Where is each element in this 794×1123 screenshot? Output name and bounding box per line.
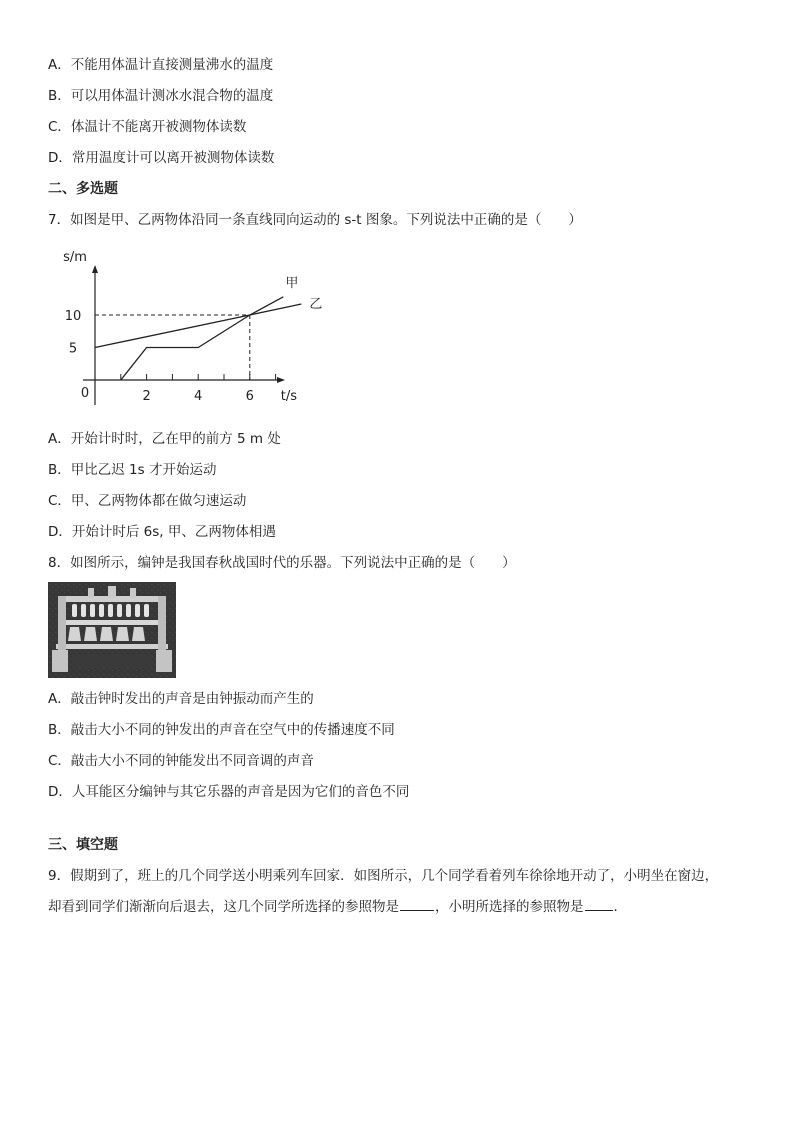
q6-option-b: B．可以用体温计测冰水混合物的温度 <box>48 88 274 104</box>
section-title-multiple-choice: 二、多选题 <box>48 181 118 197</box>
q7-option-d: D．开始计时后 6s, 甲、乙两物体相遇 <box>48 524 276 540</box>
x-axis-label: t/s <box>280 389 298 404</box>
q7-option-a: A．开始计时时，乙在甲的前方 5 m 处 <box>48 431 281 447</box>
q9-text-end: ． <box>613 899 627 915</box>
q9-text-a: 却看到同学们渐渐向后退去，这几个同学所选择的参照物是 <box>48 899 399 915</box>
x-tick-label: 4 <box>194 389 203 404</box>
q7-option-b: B．甲比乙迟 1s 才开始运动 <box>48 462 217 478</box>
x-axis-arrow <box>277 377 285 383</box>
q8-option-a: A．敲击钟时发出的声音是由钟振动而产生的 <box>48 691 314 707</box>
q9-line-1: 9．假期到了，班上的几个同学送小明乘列车回家．如图所示，几个同学看着列车徐徐地开动了，小明坐在窗边， <box>48 868 719 884</box>
s-t-graph <box>55 245 325 410</box>
y-tick-label: 10 <box>64 309 82 324</box>
y-axis-arrow <box>92 265 98 273</box>
y-tick-label: 5 <box>68 341 78 357</box>
x-tick-label: 6 <box>245 389 254 404</box>
answer-blank-2[interactable] <box>585 898 613 911</box>
series-line-1 <box>121 297 284 380</box>
series-line-2 <box>95 304 301 348</box>
q6-option-c: C．体温计不能离开被测物体读数 <box>48 119 247 135</box>
q8-option-c: C．敲击大小不同的钟能发出不同音调的声音 <box>48 753 314 769</box>
q9-text-b: ，小明所选择的参照物是 <box>435 899 584 915</box>
answer-blank-1[interactable] <box>400 898 434 911</box>
q8-option-b: B．敲击大小不同的钟发出的声音在空气中的传播速度不同 <box>48 722 395 738</box>
section-title-fill-in: 三、填空题 <box>48 837 118 853</box>
x-tick-label: 2 <box>142 389 151 404</box>
series-label-2: 乙 <box>309 296 323 312</box>
bianzhong-bells-photo <box>48 582 176 678</box>
q8-option-d: D．人耳能区分编钟与其它乐器的声音是因为它们的音色不同 <box>48 784 410 800</box>
q7-option-c: C．甲、乙两物体都在做匀速运动 <box>48 493 247 509</box>
origin-label: 0 <box>80 386 90 401</box>
q6-option-d: D．常用温度计可以离开被测物体读数 <box>48 150 275 166</box>
q9-line-2 <box>48 898 627 916</box>
series-label-1: 甲 <box>285 275 299 291</box>
q8-stem: 8．如图所示，编钟是我国春秋战国时代的乐器。下列说法中正确的是（ ） <box>48 555 516 571</box>
y-axis-label: s/m <box>63 250 87 265</box>
q7-stem: 7．如图是甲、乙两物体沿同一条直线同向运动的 s-t 图象。下列说法中正确的是（ ） <box>48 212 582 228</box>
q6-option-a: A．不能用体温计直接测量沸水的温度 <box>48 57 274 73</box>
